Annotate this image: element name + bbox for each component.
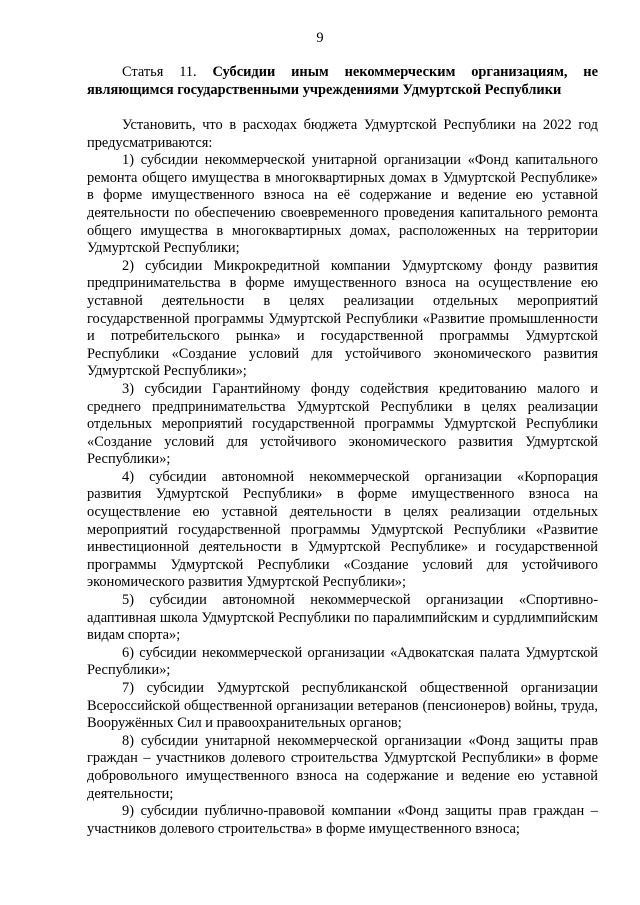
list-item-5: 5) субсидии автономной некоммерческой организации «Спортивно-адаптивная школа Удмуртской Республики по паралимпийским и сурдлимпийским видам спорта»; xyxy=(87,592,598,644)
article-heading xyxy=(87,64,598,99)
intro-paragraph: Установить, что в расходах бюджета Удмуртской Республики на 2022 год предусматриваются: xyxy=(87,117,598,151)
list-item-3: 3) субсидии Гарантийному фонду содействия кредитованию малого и среднего предпринимательства Удмуртской Республики в целях реализации отдельных мероприятий государственной программы Удмуртской Республики «Создание условий для устойчивого экономического развития Удмуртской Республики»; xyxy=(87,380,598,468)
article-body xyxy=(87,117,598,838)
list-item-4: 4) субсидии автономной некоммерческой организации «Корпорация развития Удмуртской Республики» в форме имущественного взноса на осуществление ею уставной деятельности в целях реализации отдельных мероприятий государственной программы Удмуртской Республики «Развитие инвестиционной деятельности в Удмуртской Республике» и государственной программы Удмуртской Республики «Создание условий для устойчивого экономического развития Удмуртской Республики»; xyxy=(87,468,598,591)
article-label: Статья 11. xyxy=(122,64,197,80)
page-number: 9 xyxy=(316,30,324,46)
list-item-1: 1) субсидии некоммерческой унитарной организации «Фонд капитального ремонта общего имущества в многоквартирных домах в Удмуртской Республике» в форме имущественного взноса на её содержание и ведение ею уставной деятельности по обеспечению своевременного проведения капитального ремонта общего имущества в многоквартирных домах, расположенных на территории Удмуртской Республики; xyxy=(87,152,598,257)
list-item-6: 6) субсидии некоммерческой организации «Адвокатская палата Удмуртской Республики»; xyxy=(87,644,598,679)
article-title: Субсидии иным некоммерческим организациям, не являющимся государственными учреждениями Удмуртской Республики xyxy=(87,64,598,98)
list-item-8: 8) субсидии унитарной некоммерческой организации «Фонд защиты прав граждан – участников долевого строительства Удмуртской Республики» в форме добровольного имущественного взноса на содержание и ведение ею уставной деятельности; xyxy=(87,732,598,802)
list-item-9: 9) субсидии публично-правовой компании «Фонд защиты прав граждан – участников долевого строительства» в форме имущественного взноса; xyxy=(87,803,598,837)
list-item-7: 7) субсидии Удмуртской республиканской общественной организации Всероссийской общественной организации ветеранов (пенсионеров) войны, труда, Вооружённых Сил и правоохранительных органов; xyxy=(87,680,598,732)
list-item-2: 2) субсидии Микрокредитной компании Удмуртскому фонду развития предпринимательства в форме имущественного взноса на осуществление ею уставной деятельности в целях реализации отдельных мероприятий государственной программы Удмуртской Республики «Развитие промышленности и потребительского рынка» и государственной программы Удмуртской Республики «Создание условий для устойчивого экономического развития Удмуртской Республики»; xyxy=(87,257,598,380)
